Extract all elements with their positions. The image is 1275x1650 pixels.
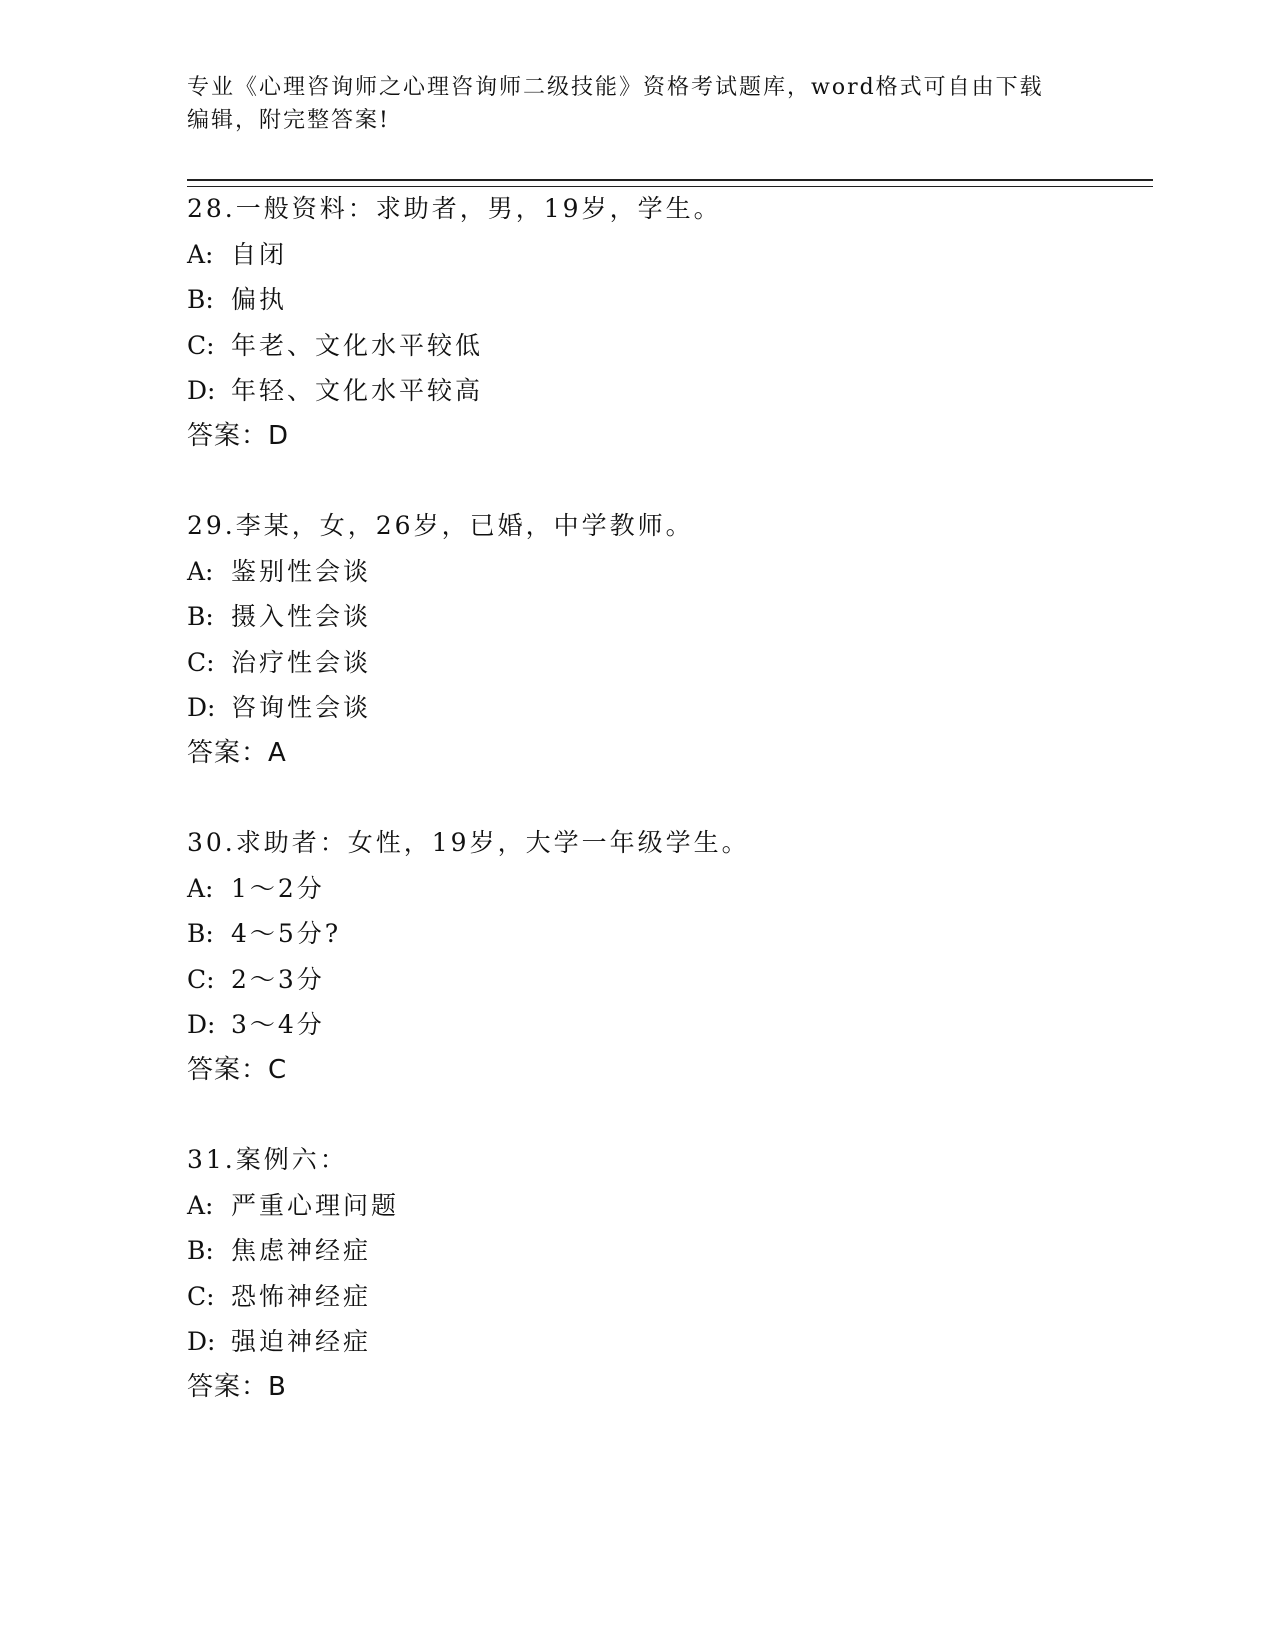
header-line-1: 专业《心理咨询师之心理咨询师二级技能》资格考试题库，word格式可自由下载 [187,75,1044,100]
answer-line: 答案：C [187,1054,288,1085]
option-text: 3～4分 [231,1010,325,1039]
question-stem: 29.李某，女，26岁，已婚，中学教师。 [187,511,694,540]
option-letter: B: [187,1236,214,1265]
question-stem: 31.案例六： [187,1145,348,1174]
option-text: 偏执 [231,285,288,314]
option-d [187,1319,1127,1365]
header-line-2: 编辑，附完整答案! [187,108,390,133]
option-text: 摄入性会谈 [231,602,372,631]
option-text: 强迫神经症 [231,1327,372,1356]
option-c [187,1274,1127,1320]
option-b [187,594,1127,640]
question-31 [187,1137,1127,1410]
option-text: 治疗性会谈 [231,647,372,677]
option-letter: C: [187,330,215,360]
option-letter: A: [187,1190,214,1220]
question-stem: 28.一般资料：求助者，男，19岁，学生。 [187,194,722,223]
question-30 [187,820,1127,1093]
option-text: 2～3分 [231,964,325,994]
option-letter: C: [187,964,215,994]
option-a [187,866,1127,912]
option-b [187,911,1127,957]
option-c [187,323,1127,369]
option-letter: A: [187,556,214,586]
option-letter: D: [187,1327,216,1356]
question-28 [187,186,1127,459]
option-b [187,277,1127,323]
option-text: 自闭 [231,239,288,269]
option-letter: D: [187,693,216,722]
option-a [187,1183,1127,1229]
option-text: 咨询性会谈 [231,693,372,722]
option-text: 1～2分 [231,873,325,903]
document-header [187,71,1067,137]
option-d [187,1002,1127,1048]
option-letter: B: [187,285,214,314]
option-letter: A: [187,873,214,903]
option-d [187,685,1127,731]
option-d [187,368,1127,414]
question-stem: 30.求助者：女性，19岁，大学一年级学生。 [187,828,750,857]
option-a [187,232,1127,278]
option-letter: D: [187,1010,216,1039]
option-letter: B: [187,919,214,948]
option-letter: A: [187,239,214,269]
option-text: 年老、文化水平较低 [231,330,484,360]
option-a [187,549,1127,595]
option-letter: D: [187,376,216,405]
answer-line: 答案：B [187,1371,287,1402]
option-letter: C: [187,1281,215,1311]
answer-line: 答案：A [187,737,287,768]
option-text: 鉴别性会谈 [231,556,372,586]
option-text: 年轻、文化水平较高 [231,376,484,405]
option-text: 恐怖神经症 [231,1281,372,1311]
option-b [187,1228,1127,1274]
question-29 [187,503,1127,776]
answer-line: 答案：D [187,420,290,451]
option-text: 焦虑神经症 [231,1236,372,1265]
option-c [187,640,1127,686]
option-c [187,957,1127,1003]
option-text: 严重心理问题 [231,1190,400,1220]
option-letter: B: [187,602,214,631]
option-letter: C: [187,647,215,677]
option-text: 4～5分? [231,919,342,948]
